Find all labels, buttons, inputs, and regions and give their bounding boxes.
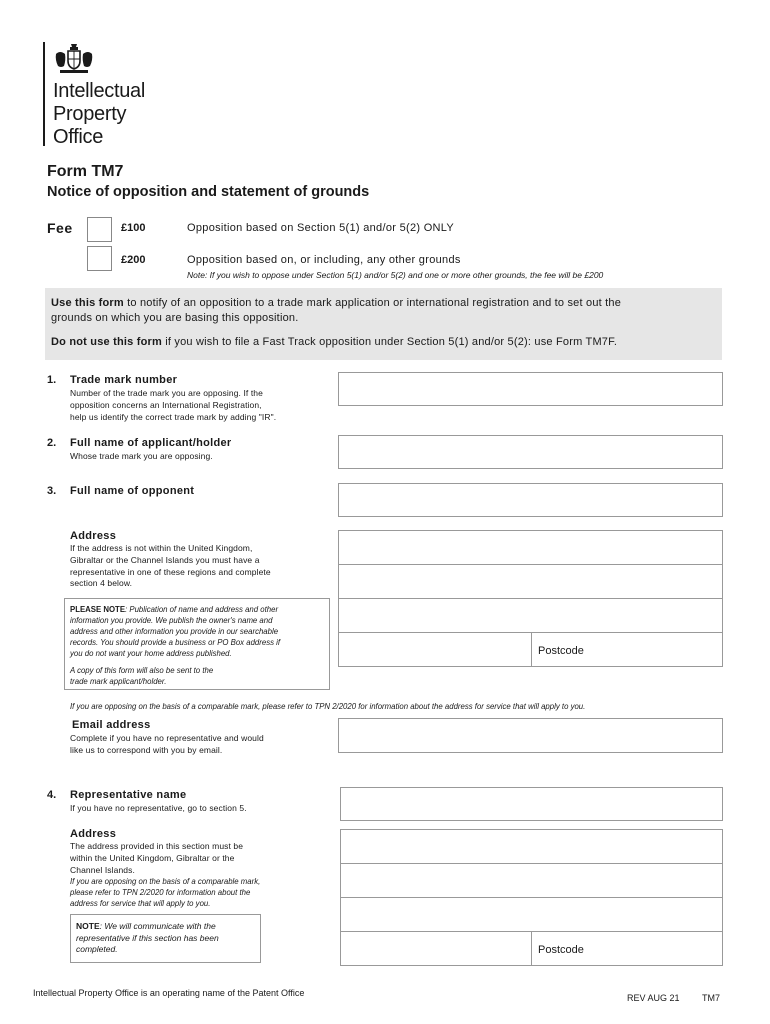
representative-note-box: [70, 914, 261, 963]
info-p1-bold: Use this form: [51, 297, 124, 309]
fee-100-desc: Opposition based on Section 5(1) and/or 5(2) ONLY: [187, 222, 455, 234]
representative-postcode-field[interactable]: [531, 931, 723, 966]
fee-200-desc: Opposition based on, or including, any other grounds: [187, 254, 461, 266]
fee-200-amount: £200: [121, 254, 146, 266]
email-field[interactable]: [338, 718, 723, 753]
representative-note-line-2: representative if this section has been: [76, 932, 219, 943]
publication-note-box: [64, 598, 330, 690]
section-4-number: 4.: [47, 789, 57, 801]
section-4-address-hint-line-1: The address provided in this section must be: [70, 841, 244, 851]
form-id: Form TM7: [47, 163, 124, 180]
section-4-address-hint-line-2: within the United Kingdom, Gibraltar or the: [70, 852, 235, 863]
publication-note-line-5: you do not want your home address published.: [70, 649, 232, 658]
logo-wordmark: [53, 80, 145, 149]
representative-address-line-3[interactable]: [340, 897, 723, 932]
section-1-hint: [70, 388, 276, 423]
section-3-address-hint-line-3: representative in one of these regions and complete: [70, 566, 271, 577]
section-3-address-hint-line-1: If the address is not within the United Kingdom,: [70, 543, 253, 553]
representative-address-line-1[interactable]: [340, 829, 723, 864]
email-hint-line-2: like us to correspond with you by email.: [70, 744, 223, 755]
publication-note-line-3: address and other information you provide in our searchable: [70, 627, 279, 636]
representative-note-line-3: completed.: [76, 944, 118, 954]
info-p2-bold: Do not use this form: [51, 336, 162, 348]
representative-name-field[interactable]: [340, 787, 723, 821]
logo-line-1: Intellectual: [53, 80, 146, 102]
trade-mark-number-field[interactable]: [338, 372, 723, 406]
opponent-postcode-label: Postcode: [538, 645, 584, 657]
section-1-hint-line-2: opposition concerns an International Registration,: [70, 399, 262, 410]
info-p2-rest: if you wish to file a Fast Track opposition under Section 5(1) and/or 5(2): use Form TM7F.: [161, 336, 618, 348]
representative-note-bold: NOTE: [76, 921, 100, 931]
publication-note-line-7: trade mark applicant/holder.: [70, 677, 167, 686]
section-4-address-title: Address: [70, 828, 117, 840]
section-3-number: 3.: [47, 485, 57, 497]
fee-200-checkbox[interactable]: [87, 246, 112, 271]
section-2-title: Full name of applicant/holder: [70, 437, 232, 449]
section-3-address-title: Address: [70, 530, 117, 542]
fee-100-checkbox[interactable]: [87, 217, 112, 242]
royal-coat-of-arms-icon: [52, 42, 96, 76]
section-3-tpn-note: If you are opposing on the basis of a comparable mark, please refer to TPN 2/2020 for information about the address for service that will apply to you.: [70, 702, 586, 711]
applicant-name-field[interactable]: [338, 435, 723, 469]
section-2-number: 2.: [47, 437, 57, 449]
section-2-hint: Whose trade mark you are opposing.: [70, 451, 213, 461]
opponent-address-line-3[interactable]: [338, 598, 723, 633]
logo-line-2: Property: [53, 103, 127, 125]
representative-note-line-1: : We will communicate with the: [99, 921, 216, 931]
section-1-hint-line-1: Number of the trade mark you are opposing. If the: [70, 388, 263, 398]
section-3-title: Full name of opponent: [70, 485, 195, 497]
email-title: Email address: [72, 719, 151, 731]
section-4-hint: If you have no representative, go to section 5.: [70, 803, 247, 813]
fee-note: Note: If you wish to oppose under Section 5(1) and/or 5(2) and one or more other grounds, the fee will be £200: [187, 270, 604, 280]
footer-revision: REV AUG 21: [627, 993, 680, 1003]
section-3-address-hint: [70, 543, 271, 590]
email-hint-line-1: Complete if you have no representative and would: [70, 733, 264, 743]
section-3-address-hint-line-4: section 4 below.: [70, 578, 133, 589]
publication-note-line-2: information you provide. We publish the owner's name and: [70, 616, 273, 625]
opponent-address-line-1[interactable]: [338, 530, 723, 565]
representative-address-line-2[interactable]: [340, 863, 723, 898]
publication-note-line-6: A copy of this form will also be sent to the: [70, 666, 214, 675]
footer-form-code: TM7: [702, 993, 720, 1003]
section-4-address-tpn: [70, 876, 260, 909]
section-1-hint-line-3: help us identify the correct trade mark by adding "IR".: [70, 411, 277, 422]
publication-note-line-1: : Publication of name and address and other: [125, 605, 279, 614]
info-paragraph-1: [51, 296, 621, 326]
info-paragraph-2: [51, 335, 617, 350]
opponent-address-line-2[interactable]: [338, 564, 723, 599]
representative-address-line-4[interactable]: [340, 931, 532, 966]
logo-divider: [43, 42, 45, 146]
section-4-title: Representative name: [70, 789, 187, 801]
section-1-number: 1.: [47, 374, 57, 386]
representative-note-text: [76, 921, 219, 956]
footer-operating-name: Intellectual Property Office is an operating name of the Patent Office: [33, 988, 305, 998]
opponent-name-field[interactable]: [338, 483, 723, 517]
section-4-address-hint-line-5: please refer to TPN 2/2020 for information about the: [70, 888, 251, 897]
publication-note-line-4: records. You should provide a business or PO Box address if: [70, 638, 281, 647]
section-4-address-hint-line-3: Channel Islands.: [70, 864, 135, 875]
section-1-title: Trade mark number: [70, 374, 178, 386]
opponent-postcode-field[interactable]: [531, 632, 723, 667]
opponent-address-line-4[interactable]: [338, 632, 532, 667]
form-title: Notice of opposition and statement of grounds: [47, 184, 370, 200]
fee-label: Fee: [47, 220, 73, 236]
section-3-address-hint-line-2: Gibraltar or the Channel Islands you must have a: [70, 554, 260, 565]
publication-note-text: [70, 604, 280, 687]
email-hint: [70, 733, 264, 757]
publication-note-bold: PLEASE NOTE: [70, 605, 126, 614]
info-box: [45, 288, 722, 360]
section-4-address-hint-line-6: address for service that will apply to you.: [70, 899, 211, 908]
section-4-address-hint: [70, 841, 243, 876]
info-p1-rest: to notify of an opposition to a trade mark application or international registration and to set out the: [123, 297, 622, 309]
info-p1-line2: grounds on which you are basing this opposition.: [51, 312, 299, 324]
section-4-address-hint-line-4: If you are opposing on the basis of a comparable mark,: [70, 877, 261, 886]
representative-postcode-label: Postcode: [538, 944, 584, 956]
logo-line-3: Office: [53, 126, 104, 148]
fee-100-amount: £100: [121, 222, 146, 234]
